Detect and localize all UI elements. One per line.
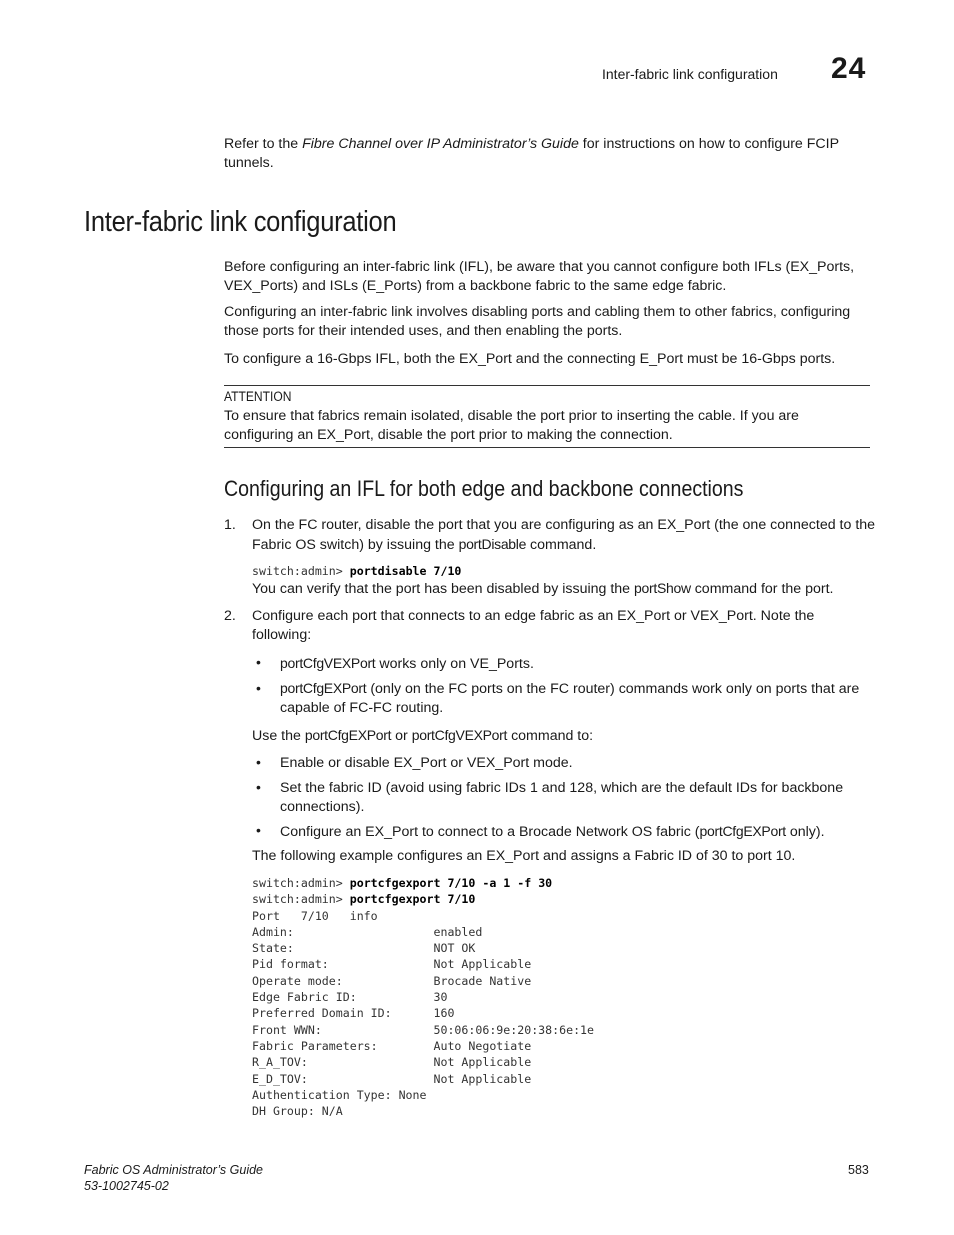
bullet-icon: • — [256, 822, 261, 838]
paragraph: Configuring an inter-fabric link involves disabling ports and cabling them to other fabrics, configuring those ports for their intended uses, and then enabling the ports. — [224, 304, 851, 339]
attention-label: ATTENTION — [224, 389, 292, 405]
attention-text: To ensure that fabrics remain isolated, disable the port prior to inserting the cable. If you are configuring an EX_Port, disable the port prior to making the connection. — [224, 408, 799, 443]
list-item: Configure an EX_Port to connect to a Brocade Network OS fabric (portCfgEXPort only). — [280, 823, 825, 840]
list-item: portCfgEXPort (only on the FC ports on the FC router) commands work only on ports that are capable of FC-FC routing. — [280, 680, 860, 716]
step-number: 2. — [224, 608, 236, 624]
footer-left: Fabric OS Administrator’s Guide 53-1002745-02 — [84, 1163, 263, 1193]
running-header-title: Inter-fabric link configuration — [602, 66, 778, 82]
step-1-text: On the FC router, disable the port that you are configuring as an EX_Port (the one connected to the Fabric OS switch) by issuing the portDisable command. — [252, 517, 876, 553]
bullet-icon: • — [256, 654, 261, 670]
attention-box — [224, 385, 870, 448]
code-block: switch:admin> portdisable 7/10 — [252, 564, 462, 578]
bullet-icon: • — [256, 680, 261, 696]
list-item: portCfgVEXPort works only on VE_Ports. — [280, 655, 534, 672]
paragraph: To configure a 16-Gbps IFL, both the EX_Port and the connecting E_Port must be 16-Gbps ports. — [224, 351, 836, 367]
list-item: Set the fabric ID (avoid using fabric IDs 1 and 128, which are the default IDs for backbone connections). — [280, 780, 844, 815]
list-item: Enable or disable EX_Port or VEX_Port mode. — [280, 755, 573, 771]
verify-text: You can verify that the port has been disabled by issuing the portShow command for the port. — [252, 580, 834, 597]
step-number: 1. — [224, 517, 236, 533]
code-block: switch:admin> portcfgexport 7/10 -a 1 -f 30 switch:admin> portcfgexport 7/10 Port 7/10 info Admin: enabled State: NOT OK Pid format: Not Applicable Operate mode: Brocade Native Edge Fabric ID: 30 Preferred Domain ID: 160 Front WWN: 50:06:06:9e:20:38:6e:1e Fabric Parameters: Auto Negotiate R_A_TOV: Not Applicable E_D_TOV: Not Applicable Authentication Type: None DH Group: N/A — [252, 876, 595, 1119]
bullet-icon: • — [256, 779, 261, 795]
example-text: The following example configures an EX_Port and assigns a Fabric ID of 30 to port 10. — [252, 848, 796, 864]
section-heading: Inter-fabric link configuration — [84, 206, 397, 238]
page-number: 583 — [848, 1163, 869, 1177]
subsection-heading: Configuring an IFL for both edge and backbone connections — [224, 476, 744, 501]
use-text: Use the portCfgEXPort or portCfgVEXPort command to: — [252, 727, 594, 744]
guide-title: Fibre Channel over IP Administrator’s Guide — [302, 136, 579, 152]
command-name: portShow — [634, 580, 691, 596]
intro-paragraph: Refer to the Fibre Channel over IP Administrator’s Guide for instructions on how to configure FCIP tunnels. — [224, 136, 839, 171]
code-output: Port 7/10 info Admin: enabled State: NOT OK Pid format: Not Applicable Operate mode: Brocade Native Edge Fabric ID: 30 Preferred Domain ID: 160 Front WWN: 50:06:06:9e:20:38:6e:1e Fabric Parameters: Auto Negotiate R_A_TOV: Not Applicable E_D_TOV: Not Applicable Authentication Type: None DH Group: N/A — [252, 908, 595, 1119]
step-2-text: Configure each port that connects to an edge fabric as an EX_Port or VEX_Port. Note the following: — [252, 608, 815, 643]
chapter-number: 24 — [831, 52, 867, 85]
command-name: portDisable — [458, 536, 527, 552]
bullet-icon: • — [256, 754, 261, 770]
paragraph: Before configuring an inter-fabric link (IFL), be aware that you cannot configure both IFLs (EX_Ports, VEX_Ports) and ISLs (E_Ports) from a backbone fabric to the same edge fabric. — [224, 259, 855, 294]
